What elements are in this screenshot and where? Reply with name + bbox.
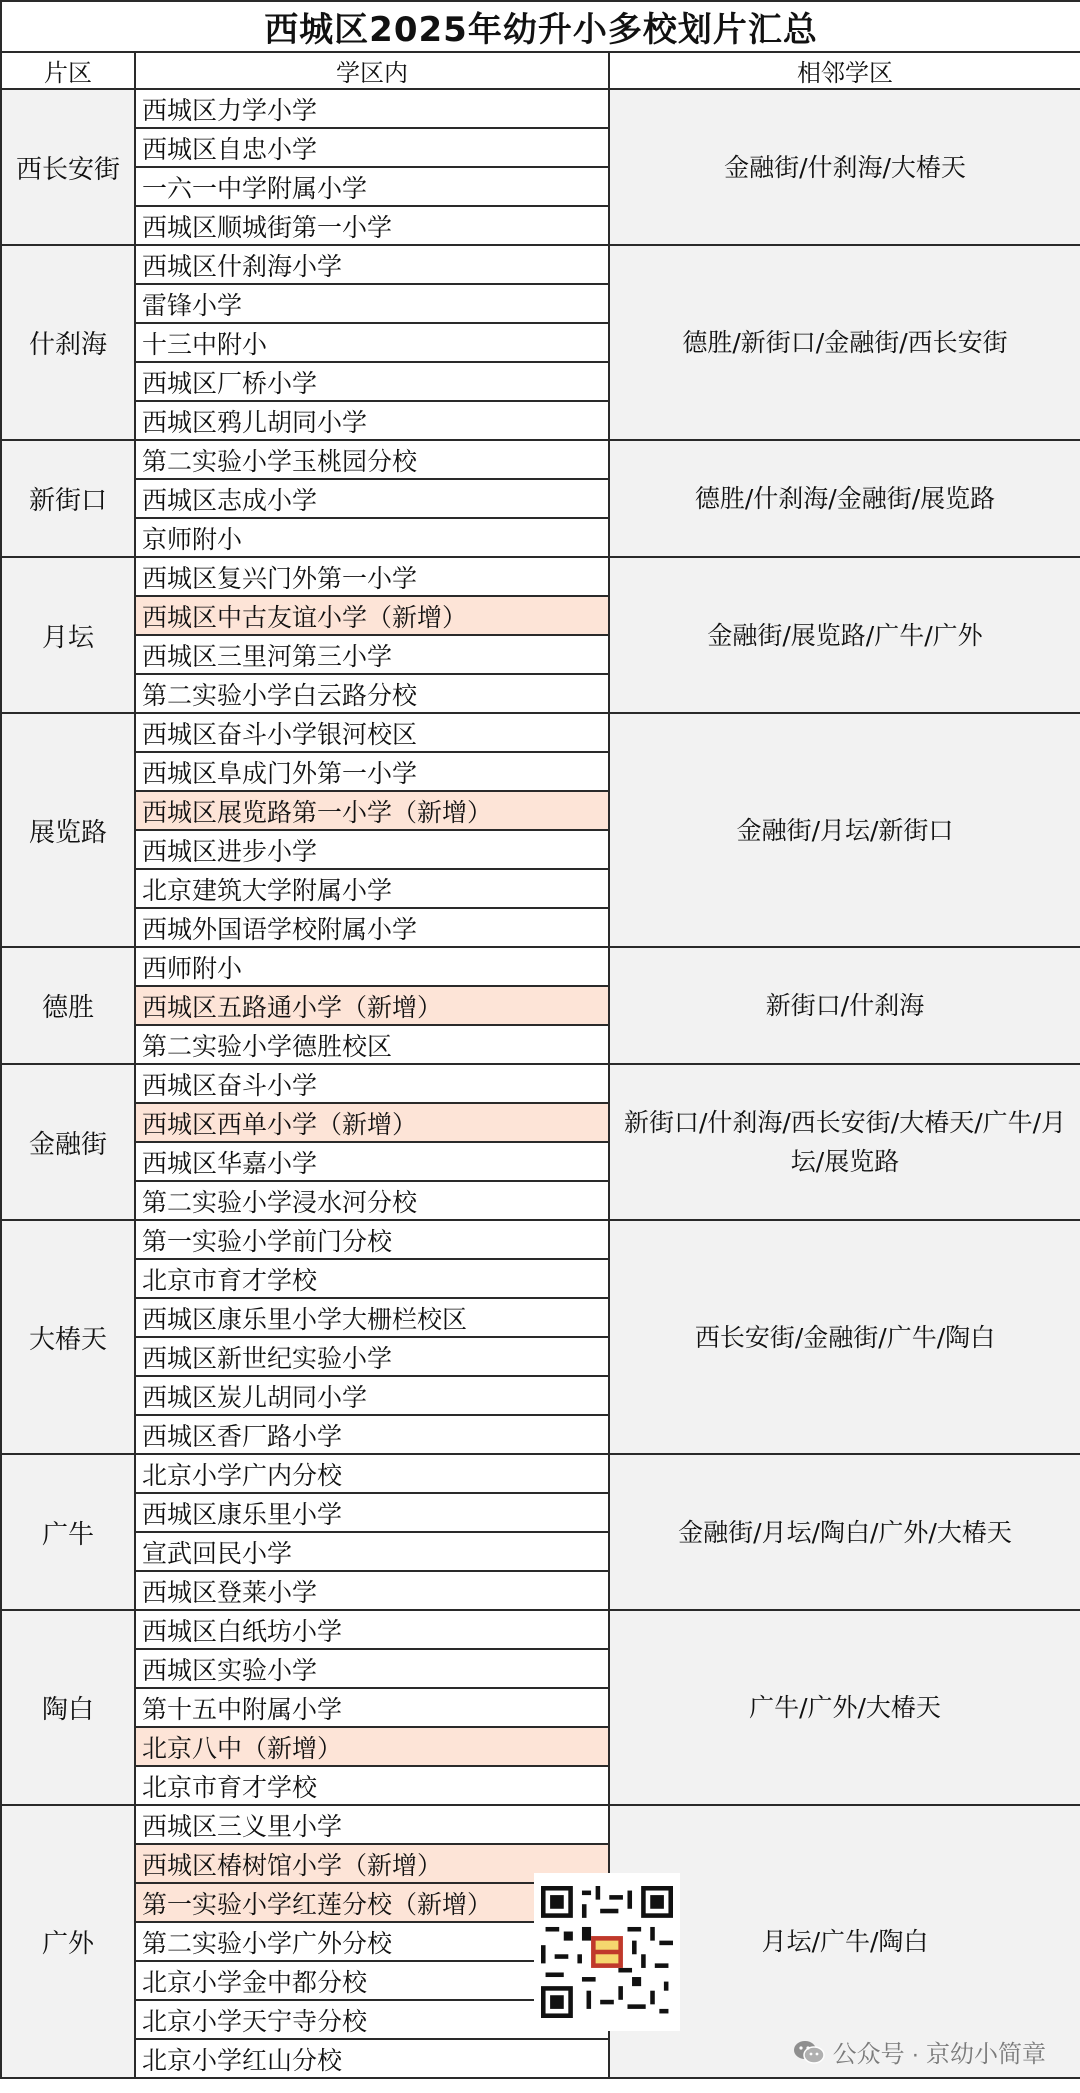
school-name: 北京建筑大学附属小学 xyxy=(135,869,609,908)
adjacent-zones: 月坛/广牛/陶白 xyxy=(609,1805,1080,2078)
table-row xyxy=(1,557,1080,596)
school-name-new: 西城区五路通小学（新增） xyxy=(135,986,609,1025)
school-name: 第十五中附属小学 xyxy=(135,1688,609,1727)
adjacent-zones: 金融街/月坛/陶白/广外/大椿天 xyxy=(609,1454,1080,1610)
adjacent-zones: 新街口/什刹海/西长安街/大椿天/广牛/月坛/展览路 xyxy=(609,1064,1080,1220)
school-name: 第二实验小学广外分校 xyxy=(135,1922,609,1961)
school-name-new: 第一实验小学红莲分校（新增） xyxy=(135,1883,609,1922)
school-name: 西城区康乐里小学 xyxy=(135,1493,609,1532)
table-row xyxy=(1,947,1080,986)
header-schools: 学区内 xyxy=(135,52,609,89)
zone-name: 西长安街 xyxy=(1,89,135,245)
school-name-new: 西城区西单小学（新增） xyxy=(135,1103,609,1142)
school-name: 第二实验小学玉桃园分校 xyxy=(135,440,609,479)
qr-code-icon xyxy=(541,1886,673,2018)
zone-name: 广牛 xyxy=(1,1454,135,1610)
school-name-new: 西城区展览路第一小学（新增） xyxy=(135,791,609,830)
zone-name: 大椿天 xyxy=(1,1220,135,1454)
school-name: 西城外国语学校附属小学 xyxy=(135,908,609,947)
table-row xyxy=(1,1610,1080,1649)
zone-name: 陶白 xyxy=(1,1610,135,1805)
table-row xyxy=(1,89,1080,128)
school-name: 西城区奋斗小学银河校区 xyxy=(135,713,609,752)
school-name: 西城区自忠小学 xyxy=(135,128,609,167)
school-name: 西城区三义里小学 xyxy=(135,1805,609,1844)
school-name: 西城区什刹海小学 xyxy=(135,245,609,284)
school-name: 西城区华嘉小学 xyxy=(135,1142,609,1181)
school-name-new: 西城区中古友谊小学（新增） xyxy=(135,596,609,635)
school-name: 北京市育才学校 xyxy=(135,1766,609,1805)
school-name: 宣武回民小学 xyxy=(135,1532,609,1571)
footer-account-label: 公众号 · 京幼小简章 xyxy=(832,2041,1046,2068)
school-name: 北京小学天宁寺分校 xyxy=(135,2000,609,2039)
school-name: 京师附小 xyxy=(135,518,609,557)
school-name: 第二实验小学德胜校区 xyxy=(135,1025,609,1064)
page-title: 西城区2025年幼升小多校划片汇总 xyxy=(1,1,1080,52)
table-row xyxy=(1,440,1080,479)
zone-name: 展览路 xyxy=(1,713,135,947)
school-name: 西城区奋斗小学 xyxy=(135,1064,609,1103)
zone-name: 什刹海 xyxy=(1,245,135,440)
table-row xyxy=(1,1805,1080,1844)
table-row xyxy=(1,1220,1080,1259)
school-name: 西城区三里河第三小学 xyxy=(135,635,609,674)
adjacent-zones: 德胜/什刹海/金融街/展览路 xyxy=(609,440,1080,557)
adjacent-zones: 金融街/什刹海/大椿天 xyxy=(609,89,1080,245)
school-name: 第二实验小学浸水河分校 xyxy=(135,1181,609,1220)
school-name: 西师附小 xyxy=(135,947,609,986)
school-name: 一六一中学附属小学 xyxy=(135,167,609,206)
zone-name: 月坛 xyxy=(1,557,135,713)
school-name: 西城区香厂路小学 xyxy=(135,1415,609,1454)
school-name: 西城区力学小学 xyxy=(135,89,609,128)
adjacent-zones: 新街口/什刹海 xyxy=(609,947,1080,1064)
adjacent-zones: 金融街/展览路/广牛/广外 xyxy=(609,557,1080,713)
zone-name: 德胜 xyxy=(1,947,135,1064)
school-name: 北京小学金中都分校 xyxy=(135,1961,609,2000)
adjacent-zones: 西长安街/金融街/广牛/陶白 xyxy=(609,1220,1080,1454)
header-adjacent: 相邻学区 xyxy=(609,52,1080,89)
school-name: 西城区康乐里小学大栅栏校区 xyxy=(135,1298,609,1337)
adjacent-zones: 广牛/广外/大椿天 xyxy=(609,1610,1080,1805)
school-name-new: 西城区椿树馆小学（新增） xyxy=(135,1844,609,1883)
school-name: 十三中附小 xyxy=(135,323,609,362)
school-name: 北京市育才学校 xyxy=(135,1259,609,1298)
school-name: 西城区登莱小学 xyxy=(135,1571,609,1610)
zone-name: 广外 xyxy=(1,1805,135,2078)
school-name: 西城区鸦儿胡同小学 xyxy=(135,401,609,440)
table-row xyxy=(1,1064,1080,1103)
school-name: 西城区实验小学 xyxy=(135,1649,609,1688)
school-name-new: 北京八中（新增） xyxy=(135,1727,609,1766)
school-name: 西城区志成小学 xyxy=(135,479,609,518)
zone-name: 金融街 xyxy=(1,1064,135,1220)
table-row xyxy=(1,713,1080,752)
qr-code xyxy=(534,1873,680,2031)
adjacent-zones: 德胜/新街口/金融街/西长安街 xyxy=(609,245,1080,440)
school-name: 北京小学广内分校 xyxy=(135,1454,609,1493)
school-name: 西城区阜成门外第一小学 xyxy=(135,752,609,791)
table-body xyxy=(1,89,1080,2078)
school-name: 北京小学红山分校 xyxy=(135,2039,609,2078)
table-row xyxy=(1,1454,1080,1493)
zone-name: 新街口 xyxy=(1,440,135,557)
school-name: 西城区复兴门外第一小学 xyxy=(135,557,609,596)
adjacent-zones: 金融街/月坛/新街口 xyxy=(609,713,1080,947)
table-row xyxy=(1,245,1080,284)
school-name: 第二实验小学白云路分校 xyxy=(135,674,609,713)
school-name: 西城区顺城街第一小学 xyxy=(135,206,609,245)
school-name: 西城区厂桥小学 xyxy=(135,362,609,401)
school-name: 第一实验小学前门分校 xyxy=(135,1220,609,1259)
footer-account xyxy=(793,2034,1046,2069)
wechat-icon xyxy=(793,2039,825,2065)
header-zone: 片区 xyxy=(1,52,135,89)
school-name: 西城区进步小学 xyxy=(135,830,609,869)
school-name: 西城区炭儿胡同小学 xyxy=(135,1376,609,1415)
school-name: 西城区新世纪实验小学 xyxy=(135,1337,609,1376)
school-name: 雷锋小学 xyxy=(135,284,609,323)
school-name: 西城区白纸坊小学 xyxy=(135,1610,609,1649)
